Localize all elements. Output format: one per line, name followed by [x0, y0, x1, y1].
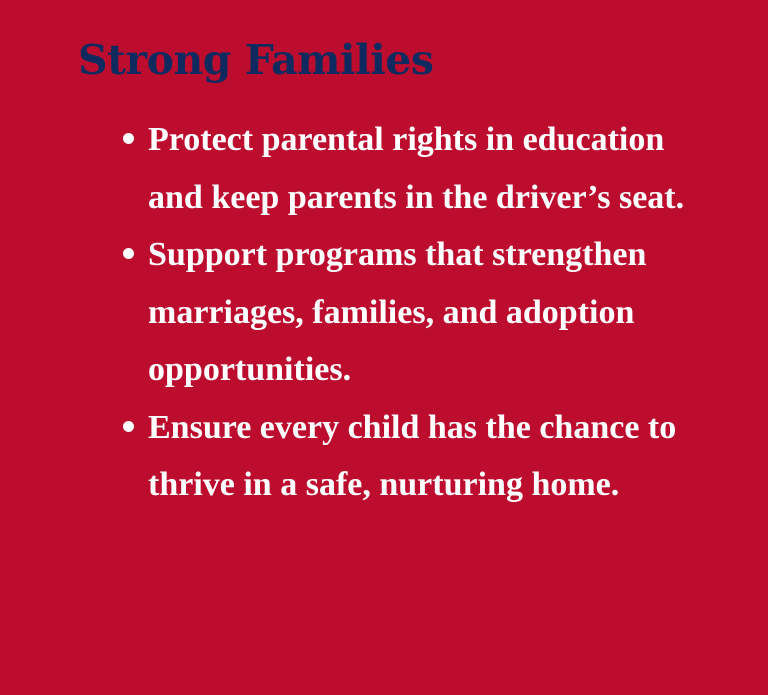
bullet-text: Ensure every child has the chance to thrive in a safe, nurturing home.: [148, 408, 677, 503]
bullet-item: [120, 111, 720, 226]
bullet-dot-icon: [123, 133, 134, 144]
bullet-dot-icon: [123, 421, 134, 432]
bullet-text: Protect parental rights in education and keep parents in the driver’s seat.: [148, 121, 685, 216]
bullet-dot-icon: [123, 248, 134, 259]
bullet-list: [120, 111, 720, 514]
bullet-item: [120, 226, 720, 399]
bullet-item: [120, 399, 720, 514]
bullet-text: Support programs that strengthen marriages, families, and adoption opportunities.: [148, 236, 647, 388]
section-heading: Strong Families: [78, 36, 434, 84]
